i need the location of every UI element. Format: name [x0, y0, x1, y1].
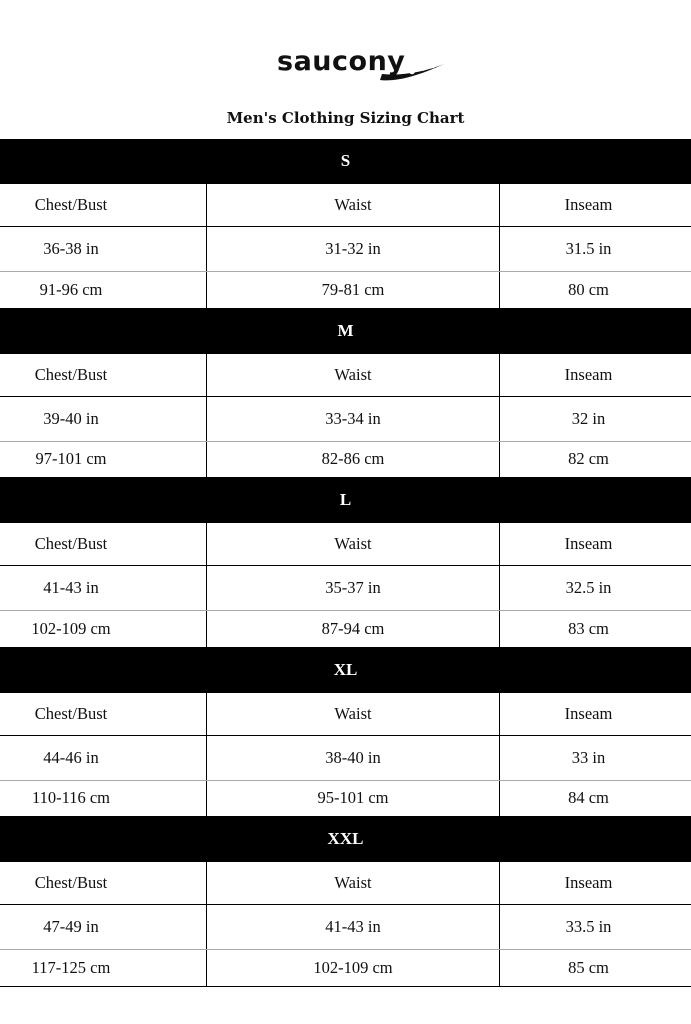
waist-value: 31-32 in — [207, 227, 500, 271]
size-header: M — [0, 309, 691, 353]
sizing-table — [0, 139, 691, 987]
inseam-value: 80 cm — [568, 279, 609, 299]
table-row-centimeters — [0, 441, 691, 479]
inseam-value: 85 cm — [568, 957, 609, 977]
chest-value: 36-38 in — [0, 227, 207, 271]
column-header-row — [0, 861, 691, 904]
table-row-inches — [0, 226, 691, 271]
waist-value: 87-94 cm — [207, 611, 500, 647]
inseam-value: 33.5 in — [565, 917, 612, 936]
column-header-chest: Chest/Bust — [0, 693, 207, 735]
table-row-inches — [0, 396, 691, 441]
table-row-centimeters — [0, 949, 691, 987]
chest-value: 39-40 in — [0, 397, 207, 441]
size-header: L — [0, 478, 691, 522]
table-row-inches — [0, 735, 691, 780]
table-row-inches — [0, 565, 691, 610]
chest-value: 110-116 cm — [0, 781, 207, 817]
column-header-chest: Chest/Bust — [0, 862, 207, 904]
table-row-centimeters — [0, 780, 691, 818]
saucony-dots-wave-icon — [378, 62, 446, 84]
column-header-inseam: Inseam — [564, 195, 613, 214]
column-header-waist: Waist — [207, 354, 500, 396]
size-section — [0, 648, 691, 818]
column-header-row — [0, 183, 691, 226]
table-row-inches — [0, 904, 691, 949]
waist-value: 79-81 cm — [207, 272, 500, 308]
inseam-value: 31.5 in — [565, 239, 612, 258]
column-header-row — [0, 692, 691, 735]
chest-value: 117-125 cm — [0, 950, 207, 986]
column-header-chest: Chest/Bust — [0, 523, 207, 565]
waist-value: 82-86 cm — [207, 442, 500, 478]
column-header-waist: Waist — [207, 862, 500, 904]
size-header: XL — [0, 648, 691, 692]
brand-logo-text: saucony — [277, 46, 406, 77]
size-header: S — [0, 139, 691, 183]
column-header-chest: Chest/Bust — [0, 184, 207, 226]
inseam-value: 32.5 in — [565, 578, 612, 597]
table-row-centimeters — [0, 610, 691, 648]
column-header-inseam: Inseam — [564, 703, 613, 723]
brand-logo — [0, 44, 691, 94]
inseam-value: 84 cm — [568, 788, 609, 808]
waist-value: 38-40 in — [207, 736, 500, 780]
size-section — [0, 309, 691, 479]
inseam-value: 82 cm — [568, 449, 609, 469]
chest-value: 47-49 in — [0, 905, 207, 949]
inseam-value: 33 in — [571, 747, 606, 767]
page-title: Men's Clothing Sizing Chart — [226, 109, 465, 127]
column-header-inseam: Inseam — [564, 364, 613, 384]
column-header-row — [0, 522, 691, 565]
chest-value: 91-96 cm — [0, 272, 207, 308]
column-header-inseam: Inseam — [564, 534, 613, 553]
inseam-value: 32 in — [571, 408, 606, 428]
column-header-row — [0, 353, 691, 396]
chest-value: 97-101 cm — [0, 442, 207, 478]
waist-value: 95-101 cm — [207, 781, 500, 817]
column-header-inseam: Inseam — [564, 873, 613, 892]
size-section — [0, 139, 691, 309]
waist-value: 102-109 cm — [207, 950, 500, 986]
waist-value: 33-34 in — [207, 397, 500, 441]
column-header-chest: Chest/Bust — [0, 354, 207, 396]
size-header: XXL — [0, 817, 691, 861]
waist-value: 35-37 in — [207, 566, 500, 610]
size-section — [0, 478, 691, 648]
column-header-waist: Waist — [207, 523, 500, 565]
chest-value: 41-43 in — [0, 566, 207, 610]
column-header-waist: Waist — [207, 184, 500, 226]
table-row-centimeters — [0, 271, 691, 309]
size-section — [0, 817, 691, 987]
column-header-waist: Waist — [207, 693, 500, 735]
waist-value: 41-43 in — [207, 905, 500, 949]
inseam-value: 83 cm — [568, 618, 609, 638]
chest-value: 102-109 cm — [0, 611, 207, 647]
chest-value: 44-46 in — [0, 736, 207, 780]
